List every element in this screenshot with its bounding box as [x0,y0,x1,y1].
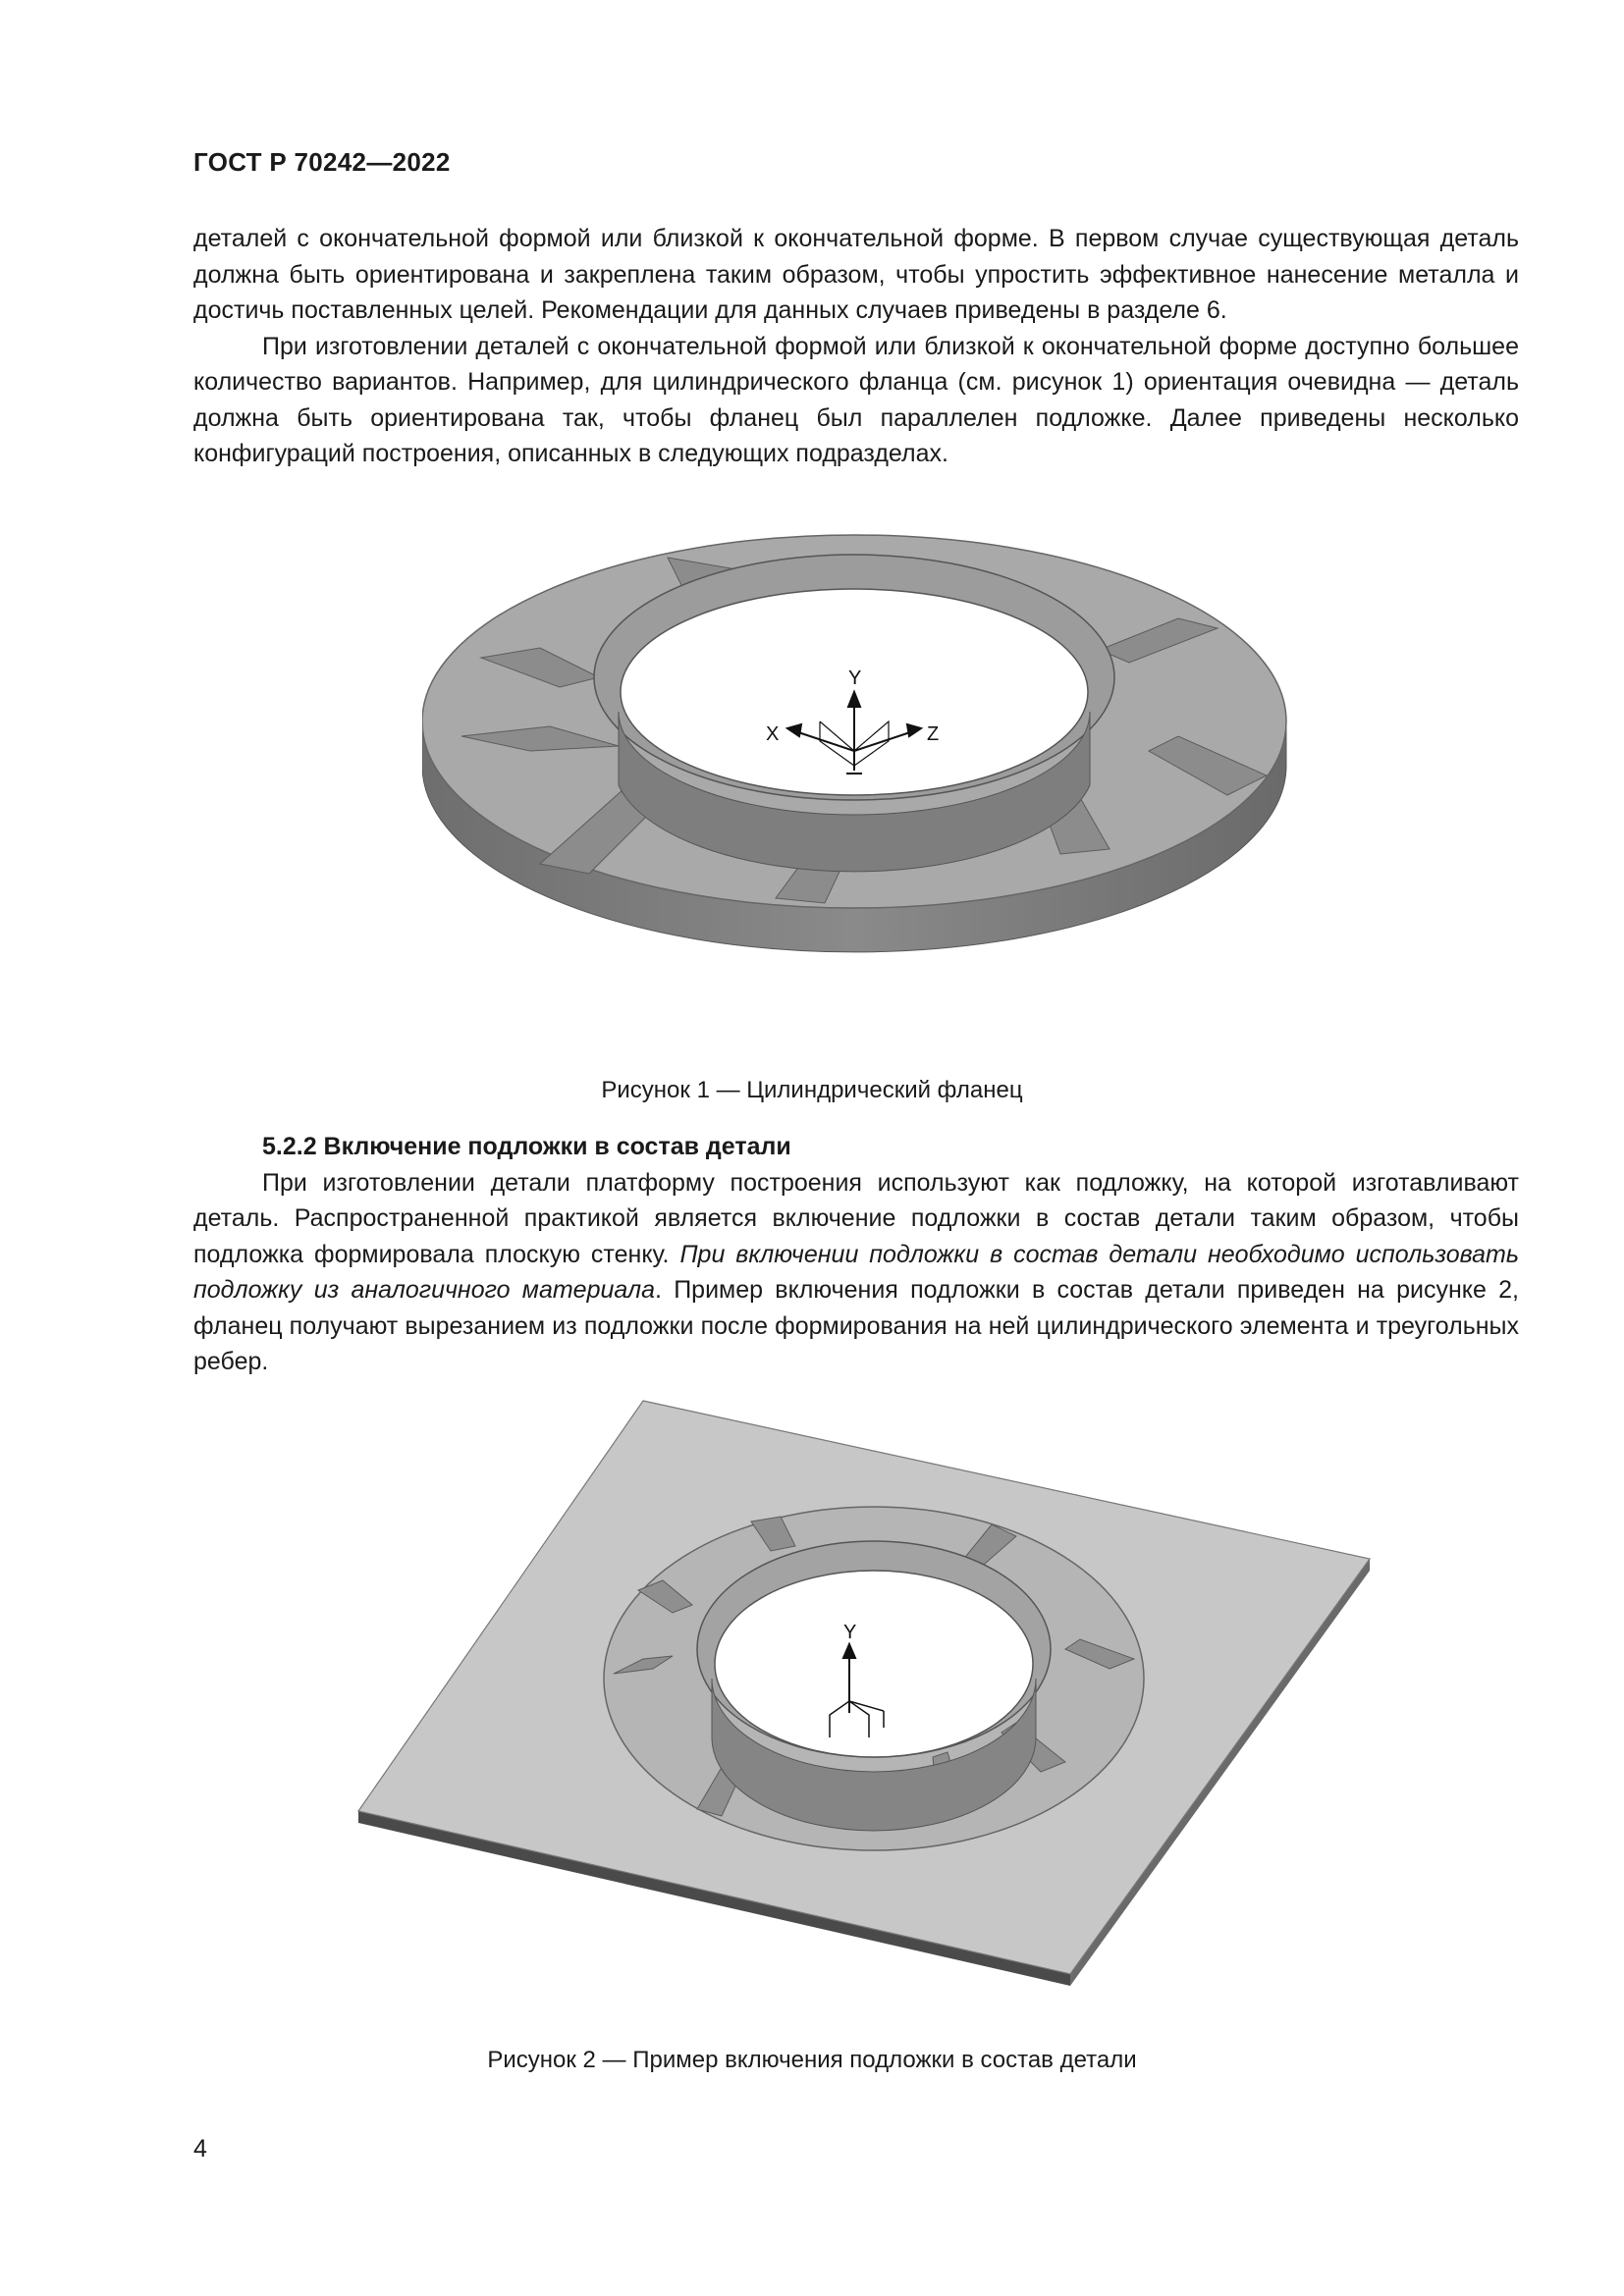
section-5-2-2 [193,1129,1519,1380]
figure-2-substrate-inclusion [349,1399,1375,1988]
section-heading: 5.2.2 Включение подложки в состав детали [262,1133,791,1160]
axis-label-y: Y [843,1622,857,1643]
paragraph-part-regular: При изготовлении детали платформу построения используют как подложку, на которой изготавливают деталь. Распространенной практикой является включение подложки в состав детали таким образом, чтобы подложка формировала плоскую стенку. [193,1168,1519,1268]
paragraph-part-end: . Пример включения подложки в состав детали приведен на рисунке 2, фланец получают вырезанием из подложки после формирования на ней цилиндрического элемента и треугольных ребер. [193,1276,1519,1375]
paragraph-flange-orientation: При изготовлении деталей с окончательной формой или близкой к окончательной форме доступно большее количество вариантов. Например, для цилиндрического фланца (см. рисунок 1) ориентация очевидна — деталь должна быть ориентирована так, чтобы фланец был параллелен подложке. Далее приведены несколько конфигураций построения, описанных в следующих подразделах. [193,332,1519,467]
axis-label-x: X [766,723,780,745]
document-header: ГОСТ Р 70242—2022 [193,147,451,177]
paragraph-part-italic: При включении подложки в состав детали необходимо использовать подложку из аналогичного материала [193,1240,1519,1304]
flange-drawing [422,530,1306,1041]
paragraph-continuation: деталей с окончательной формой или близкой к окончательной форме. В первом случае существующая деталь должна быть ориентирована и закреплена таким образом, чтобы упростить эффективное нанесение металла и достичь поставленных целей. Рекомендации для данных случаев приведены в разделе 6. [193,225,1519,324]
inner-hole [715,1571,1033,1757]
axis-label-z: Z [927,723,940,745]
page-number: 4 [193,2135,207,2163]
figure-1-cylindrical-flange [422,530,1306,1041]
figure-2-caption: Рисунок 2 — Пример включения подложки в состав детали [487,2047,1137,2073]
paragraph-substrate-inclusion [193,1165,1519,1380]
intro-text-block [193,221,1519,472]
figure-1-caption: Рисунок 1 — Цилиндрический фланец [601,1077,1023,1103]
substrate-drawing [349,1399,1375,1988]
axis-label-y: Y [848,667,862,689]
